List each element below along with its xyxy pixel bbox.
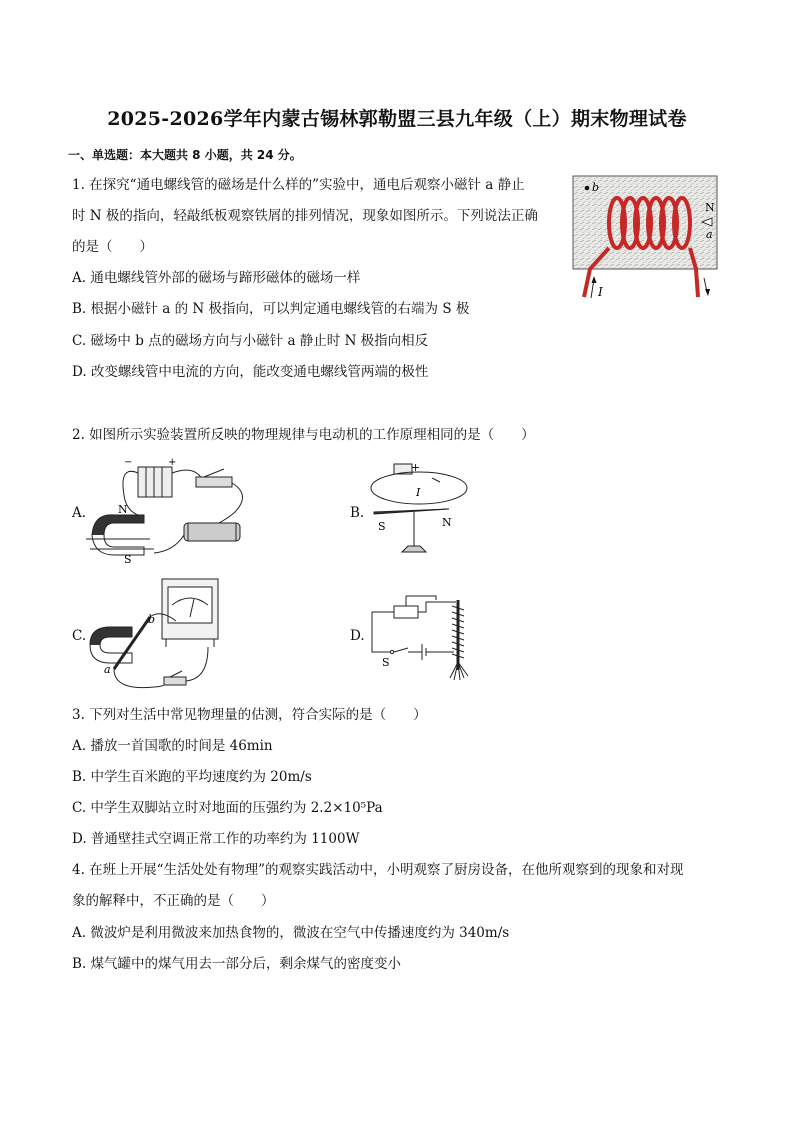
pins-cluster-icon — [450, 662, 468, 680]
label-S: S — [124, 553, 132, 565]
arrow-down-icon — [705, 289, 710, 296]
label-N: N — [705, 201, 715, 214]
q2-figure-b[interactable] — [364, 460, 474, 560]
q2-figure-d[interactable] — [368, 592, 478, 682]
wire-c3 — [186, 647, 208, 681]
section-heading: 一、单选题：本大题共 8 小题，共 24 分。 — [68, 148, 302, 162]
q3-option-a[interactable]: A. 播放一首国歌的时间是 46min — [72, 738, 273, 754]
q4-stem-line1: 4. 在班上开展“生活处处有物理”的观察实践活动中，小明观察了厨房设备，在他所观察到的现象和对现 — [72, 862, 684, 878]
switch-icon — [196, 477, 232, 487]
solenoid-figure — [568, 173, 724, 301]
label-b: b — [148, 613, 156, 626]
battery-icon — [138, 467, 172, 497]
wire-a4 — [154, 535, 184, 553]
q2-option-a-label[interactable]: A. — [72, 505, 87, 521]
wire-d1 — [372, 612, 390, 652]
label-N: N — [118, 503, 128, 516]
q1-option-d[interactable]: D. 改变螺线管中电流的方向，能改变通电螺线管两端的极性 — [72, 364, 429, 380]
q2-option-c-label[interactable]: C. — [72, 628, 87, 644]
label-I: I — [416, 486, 421, 499]
label-N: N — [442, 516, 452, 529]
coil — [609, 198, 690, 248]
label-b: b — [592, 181, 600, 194]
label-S: S — [378, 520, 386, 533]
q2-figure-c[interactable] — [84, 575, 224, 693]
label-a: a — [104, 663, 111, 676]
q1-option-a[interactable]: A. 通电螺线管外部的磁场与蹄形磁体的磁场一样 — [72, 270, 361, 286]
q3-stem: 3. 下列对生活中常见物理量的估测，符合实际的是（ ） — [72, 707, 427, 723]
switch-lever — [394, 648, 408, 652]
q1-option-b[interactable]: B. 根据小磁针 a 的 N 极指向，可以判定通电螺线管的右端为 S 极 — [72, 301, 470, 317]
q1-stem-line3: 的是（ ） — [72, 239, 153, 255]
label-a: a — [706, 228, 713, 241]
wire-d3 — [418, 602, 456, 612]
q3-option-d[interactable]: D. 普通壁挂式空调正常工作的功率约为 1100W — [72, 831, 360, 847]
needle-stand — [402, 546, 426, 552]
label-plus: + — [168, 457, 177, 468]
q4-option-a[interactable]: A. 微波炉是利用微波来加热食物的，微波在空气中传播速度约为 340m/s — [72, 925, 510, 941]
label-minus: − — [124, 457, 133, 468]
q1-stem-line1: 1. 在探究“通电螺线管的磁场是什么样的”实验中，通电后观察小磁针 a 静止 — [72, 177, 525, 193]
switch-icon — [164, 677, 186, 685]
rheostat-icon — [394, 606, 418, 618]
q3-option-c[interactable]: C. 中学生双脚站立时对地面的压强约为 2.2×10⁵Pa — [72, 800, 383, 816]
electromagnet-coil — [452, 606, 464, 658]
switch-contact — [390, 650, 393, 653]
arrow-up-icon — [592, 276, 597, 283]
label-plus: + — [411, 461, 421, 474]
q1-stem-line2: 时 N 极的指向，轻敲纸板观察铁屑的排列情况，现象如图所示。下列说法正确 — [72, 208, 538, 224]
q2-option-b-label[interactable]: B. — [350, 505, 365, 521]
q1-option-c[interactable]: C. 磁场中 b 点的磁场方向与小磁针 a 静止时 N 极指向相反 — [72, 333, 429, 349]
horseshoe-magnet-icon — [90, 627, 132, 645]
compass-needle-icon — [374, 509, 449, 514]
q4-option-b[interactable]: B. 煤气罐中的煤气用去一部分后，剩余煤气的密度变小 — [72, 956, 402, 972]
q4-stem-line2: 象的解释中，不正确的是（ ） — [72, 893, 275, 909]
motor-icon — [184, 523, 240, 541]
label-I: I — [598, 285, 603, 299]
horseshoe-magnet-icon — [92, 515, 144, 535]
q2-figure-a[interactable] — [84, 455, 254, 565]
q2-stem: 2. 如图所示实验装置所反映的物理规律与电动机的工作原理相同的是（ ） — [72, 427, 535, 443]
wire-a3 — [204, 483, 243, 529]
q2-option-d-label[interactable]: D. — [350, 628, 365, 644]
q3-option-b[interactable]: B. 中学生百米跑的平均速度约为 20m/s — [72, 769, 312, 785]
label-S: S — [382, 656, 390, 669]
point-b-dot — [585, 186, 590, 191]
wire-c2 — [114, 669, 168, 688]
exam-title: 2025-2026学年内蒙古锡林郭勒盟三县九年级（上）期末物理试卷 — [107, 108, 687, 130]
